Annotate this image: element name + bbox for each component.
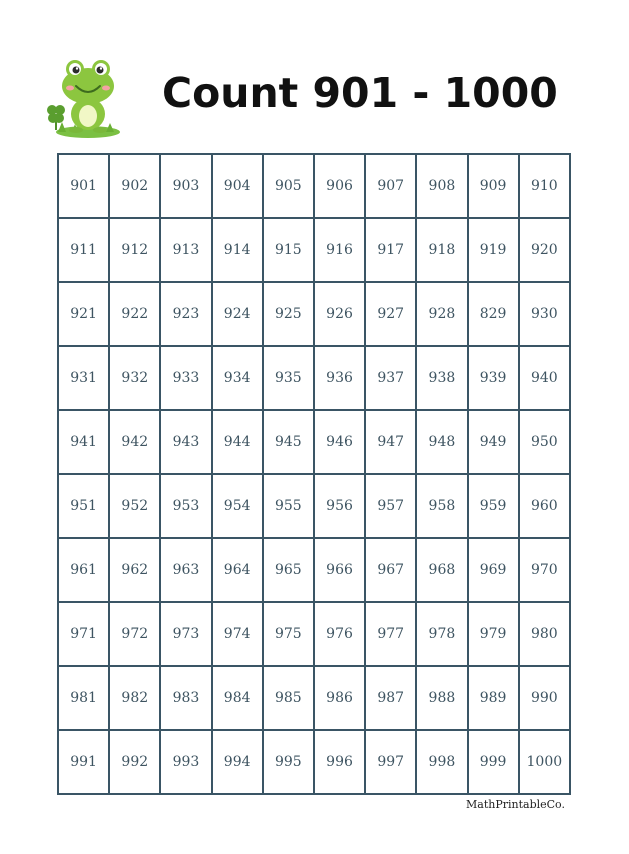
grid-cell: 934 <box>212 346 263 410</box>
grid-cell: 917 <box>365 218 416 282</box>
grid-cell: 960 <box>519 474 570 538</box>
grid-cell: 995 <box>263 730 314 794</box>
grid-cell: 904 <box>212 154 263 218</box>
grid-cell: 926 <box>314 282 365 346</box>
grid-cell: 939 <box>468 346 519 410</box>
grid-cell: 938 <box>416 346 467 410</box>
grid-cell: 948 <box>416 410 467 474</box>
grid-cell: 987 <box>365 666 416 730</box>
grid-cell: 996 <box>314 730 365 794</box>
grid-cell: 959 <box>468 474 519 538</box>
grid-cell: 905 <box>263 154 314 218</box>
grid-row <box>58 602 570 666</box>
grid-cell: 961 <box>58 538 109 602</box>
grid-cell: 906 <box>314 154 365 218</box>
grid-cell: 942 <box>109 410 160 474</box>
grid-cell: 991 <box>58 730 109 794</box>
grid-cell: 953 <box>160 474 211 538</box>
grid-cell: 958 <box>416 474 467 538</box>
grid-cell: 1000 <box>519 730 570 794</box>
grid-cell: 946 <box>314 410 365 474</box>
grid-cell: 919 <box>468 218 519 282</box>
grid-cell: 925 <box>263 282 314 346</box>
grid-cell: 972 <box>109 602 160 666</box>
grid-cell: 962 <box>109 538 160 602</box>
grid-cell: 933 <box>160 346 211 410</box>
grid-cell: 952 <box>109 474 160 538</box>
grid-cell: 930 <box>519 282 570 346</box>
grid-cell: 945 <box>263 410 314 474</box>
grid-row <box>58 410 570 474</box>
grid-cell: 902 <box>109 154 160 218</box>
grid-row <box>58 730 570 794</box>
grid-cell: 922 <box>109 282 160 346</box>
grid-row <box>58 538 570 602</box>
grid-cell: 997 <box>365 730 416 794</box>
grid-cell: 992 <box>109 730 160 794</box>
grid-cell: 914 <box>212 218 263 282</box>
grid-cell: 998 <box>416 730 467 794</box>
grid-row <box>58 282 570 346</box>
grid-cell: 978 <box>416 602 467 666</box>
frog-mascot-icon <box>44 52 124 140</box>
grid-cell: 910 <box>519 154 570 218</box>
grid-cell: 940 <box>519 346 570 410</box>
grid-cell: 977 <box>365 602 416 666</box>
grid-cell: 967 <box>365 538 416 602</box>
grid-cell: 957 <box>365 474 416 538</box>
number-grid <box>57 153 571 795</box>
grid-cell: 932 <box>109 346 160 410</box>
grid-cell: 943 <box>160 410 211 474</box>
grid-cell: 994 <box>212 730 263 794</box>
grid-cell: 950 <box>519 410 570 474</box>
page-title: Count 901 - 1000 <box>162 69 558 117</box>
grid-cell: 956 <box>314 474 365 538</box>
grid-row <box>58 346 570 410</box>
grid-cell: 970 <box>519 538 570 602</box>
grid-cell: 915 <box>263 218 314 282</box>
grid-cell: 908 <box>416 154 467 218</box>
grid-cell: 988 <box>416 666 467 730</box>
grid-cell: 909 <box>468 154 519 218</box>
grid-cell: 901 <box>58 154 109 218</box>
grid-cell: 936 <box>314 346 365 410</box>
grid-cell: 924 <box>212 282 263 346</box>
grid-cell: 989 <box>468 666 519 730</box>
grid-cell: 951 <box>58 474 109 538</box>
grid-cell: 941 <box>58 410 109 474</box>
publisher-credit: MathPrintableCo. <box>466 798 565 811</box>
grid-cell: 982 <box>109 666 160 730</box>
grid-cell: 984 <box>212 666 263 730</box>
grid-cell: 947 <box>365 410 416 474</box>
grid-cell: 955 <box>263 474 314 538</box>
grid-cell: 829 <box>468 282 519 346</box>
grid-cell: 985 <box>263 666 314 730</box>
grid-cell: 999 <box>468 730 519 794</box>
grid-cell: 918 <box>416 218 467 282</box>
grid-cell: 911 <box>58 218 109 282</box>
grid-cell: 973 <box>160 602 211 666</box>
grid-cell: 968 <box>416 538 467 602</box>
grid-cell: 975 <box>263 602 314 666</box>
grid-cell: 969 <box>468 538 519 602</box>
grid-cell: 965 <box>263 538 314 602</box>
grid-cell: 990 <box>519 666 570 730</box>
grid-row <box>58 154 570 218</box>
grid-cell: 903 <box>160 154 211 218</box>
grid-cell: 913 <box>160 218 211 282</box>
grid-cell: 964 <box>212 538 263 602</box>
grid-cell: 981 <box>58 666 109 730</box>
grid-cell: 983 <box>160 666 211 730</box>
grid-cell: 921 <box>58 282 109 346</box>
grid-cell: 966 <box>314 538 365 602</box>
grid-row <box>58 474 570 538</box>
grid-cell: 971 <box>58 602 109 666</box>
grid-cell: 907 <box>365 154 416 218</box>
grid-cell: 993 <box>160 730 211 794</box>
grid-cell: 986 <box>314 666 365 730</box>
grid-cell: 927 <box>365 282 416 346</box>
grid-cell: 944 <box>212 410 263 474</box>
grid-cell: 979 <box>468 602 519 666</box>
grid-row <box>58 218 570 282</box>
grid-cell: 916 <box>314 218 365 282</box>
grid-cell: 976 <box>314 602 365 666</box>
grid-cell: 935 <box>263 346 314 410</box>
grid-cell: 954 <box>212 474 263 538</box>
grid-cell: 980 <box>519 602 570 666</box>
grid-cell: 928 <box>416 282 467 346</box>
number-grid-body <box>58 154 570 794</box>
grid-cell: 931 <box>58 346 109 410</box>
grid-cell: 912 <box>109 218 160 282</box>
grid-cell: 963 <box>160 538 211 602</box>
grid-cell: 949 <box>468 410 519 474</box>
grid-cell: 920 <box>519 218 570 282</box>
grid-row <box>58 666 570 730</box>
grid-cell: 974 <box>212 602 263 666</box>
grid-cell: 937 <box>365 346 416 410</box>
grid-cell: 923 <box>160 282 211 346</box>
